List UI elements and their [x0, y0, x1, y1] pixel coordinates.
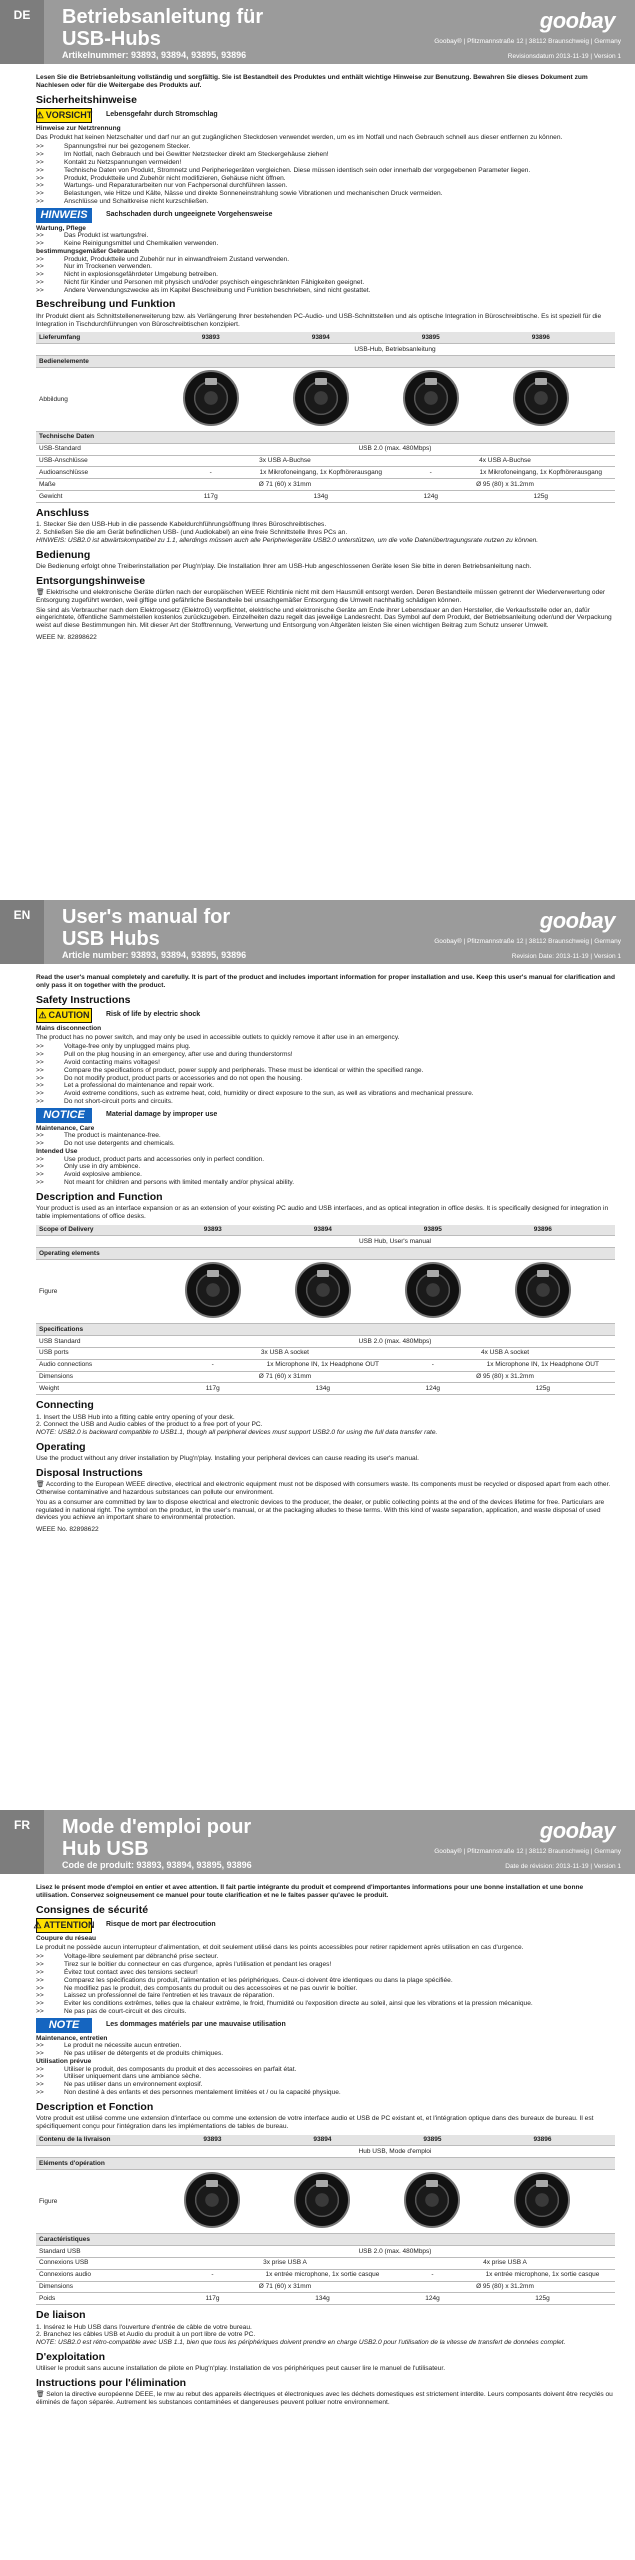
maintenance-heading: Maintenance, entretien: [36, 2034, 108, 2042]
article-number: Article number: 93893, 93894, 93895, 93896: [62, 950, 247, 960]
intro-text: Lisez le présent mode d'emploi en entier et avec attention. Il fait partie intégrante du produit et comprend d'importantes informations pour une bonne installation et une bonne utilisation. Conservez soigneusement ce manuel pour toute clarification et ne le faites passer qu'avec le produit.: [36, 1884, 584, 1899]
warning-triangle-icon: ⚠: [35, 110, 44, 121]
list-item: >> Use product, product parts and accessories only in perfect condition.: [36, 1155, 265, 1163]
list-item: >> Not meant for children and persons with limited mentally and/or physical ability.: [36, 1178, 295, 1186]
list-item: >> Ne pas utiliser de détergents et de produits chimiques.: [36, 2050, 224, 2058]
safety-heading: Sicherheitshinweise: [36, 93, 137, 106]
intended-use-heading: Utilisation prévue: [36, 2057, 92, 2065]
list-item: >> Produkt, Produktteile und Zubehör nur in einwandfreiem Zustand verwenden.: [36, 255, 290, 263]
table-row: Bedienelemente: [36, 356, 615, 368]
connect-step: 1. Insert the USB Hub into a fitting cable entry opening of your desk.: [36, 1413, 235, 1421]
list-item: >> Ne pas utiliser dans un environnement explosif.: [36, 2081, 203, 2089]
table-row: Gewicht 117g 134g 124g 125g: [36, 491, 615, 503]
description-text: Votre produit est utilisé comme une extension d'interface ou comme une extension de votre interface audio et USB de PC existant et, et l'intégration optique dans des bureaux de bureau. Il est spécifiquement conçu pour l'intégration dans les implémentations de tables de bureau.: [36, 2115, 594, 2130]
usb-hub-image: [294, 2172, 350, 2228]
weee-number: WEEE No. 82898622: [36, 1526, 99, 1534]
revision-date: Date de révision: 2013-11-19 | Version 1: [505, 1863, 621, 1870]
language-tab: DE: [0, 0, 44, 64]
safety-list: [36, 143, 615, 205]
caution-text: Risque de mort par électrocution: [106, 1921, 216, 1929]
connect-note: NOTE: USB2.0 est rétro-compatible avec USB 1.1, bien que tous les périphériques doivent prendre en charge USB2.0 pour l'utilisation de la vitesse de transfert de données complet.: [36, 2339, 566, 2347]
weee-number: WEEE Nr. 82898622: [36, 633, 97, 641]
operating-heading: Bedienung: [36, 548, 91, 561]
notice-badge: NOTE: [36, 2018, 92, 2033]
usb-hub-image: [514, 2172, 570, 2228]
caution-badge: ⚠ CAUTION: [36, 1008, 92, 1023]
table-row: USB-Anschlüsse 3x USB A-Buchse 4x USB A-Buchse: [36, 455, 615, 467]
disposal-heading: Entsorgungshinweise: [36, 574, 146, 587]
notice-row: [36, 208, 615, 223]
list-item: >> Utiliser le produit, des composants du produit et des accessoires en parfait état.: [36, 2065, 297, 2073]
usb-hub-image: [295, 1262, 351, 1318]
manual-section-de: [0, 0, 635, 900]
usb-hub-image: [403, 370, 459, 426]
spec-table: [36, 332, 615, 503]
maintenance-heading: Wartung, Pflege: [36, 224, 86, 232]
list-item: >> Pull on the plug housing in an emergency, after use and during thunderstorms!: [36, 1051, 293, 1059]
language-tab: FR: [0, 1810, 44, 1874]
table-row: Technische Daten: [36, 431, 615, 443]
list-item: >> Non destiné à des enfants et des personnes mentalement limitées et / ou la capacité physique.: [36, 2088, 341, 2096]
table-row: Hub USB, Mode d'emploi: [36, 2146, 615, 2158]
list-item: >> Laissez un professionnel de faire l'entretien et les travaux de réparation.: [36, 1992, 275, 2000]
caution-badge: ⚠ ATTENTION: [36, 1918, 92, 1933]
list-item: >> Spannungsfrei nur bei gezogenem Stecker.: [36, 143, 191, 151]
notice-badge: NOTICE: [36, 1108, 92, 1123]
table-row: Eléments d'opération: [36, 2158, 615, 2170]
description-heading: Description et Fonction: [36, 2100, 154, 2113]
brand-logo: goobay: [539, 1818, 615, 1843]
list-item: >> Nicht für Kinder und Personen mit physisch und/oder psychisch eingeschränkten Fähigkeiten geeignet.: [36, 278, 365, 286]
table-row: USB-Hub, Betriebsanleitung: [36, 344, 615, 356]
intro-text: Lesen Sie die Betriebsanleitung vollständig und sorgfältig. Sie ist Bestandteil des Produktes und enthält wichtige Hinweise zur Benutzung. Bewahren Sie dieses Dokument zum Nachlesen oder für die Weitergabe des Produkts auf.: [36, 74, 588, 89]
revision-date: Revisionsdatum 2013-11-19 | Version 1: [507, 53, 621, 60]
intended-use-heading: Intended Use: [36, 1147, 78, 1155]
table-row: USB Hub, User's manual: [36, 1236, 615, 1248]
list-item: >> Do not short-circuit ports and circuits.: [36, 1097, 173, 1105]
spec-table: [36, 2135, 615, 2306]
revision-date: Revision Date: 2013-11-19 | Version 1: [511, 953, 621, 960]
list-item: >> Technische Daten von Produkt, Stromnetz und Peripheriegeräten vergleichen. Diese müssen identisch sein oder innerhalb der vorgegebenen Parameter liegen.: [36, 166, 531, 174]
connect-step: 2. Connect the USB and Audio cables of the product to a free port of your PC.: [36, 1421, 263, 1429]
caution-text: Lebensgefahr durch Stromschlag: [106, 111, 218, 119]
header-band: [0, 900, 635, 964]
connecting-heading: Connecting: [36, 1399, 94, 1412]
list-item: >> Im Notfall, nach Gebrauch und bei Gewitter Netzstecker direkt am Steckergehäuse ziehen!: [36, 151, 329, 159]
mains-heading: Coupure du réseau: [36, 1934, 97, 1942]
list-item: >> Utiliser uniquement dans une ambiance sèche.: [36, 2073, 202, 2081]
spec-table: [36, 1225, 615, 1396]
disposal-heading: Disposal Instructions: [36, 1467, 143, 1479]
list-item: >> Only use in dry ambience.: [36, 1163, 141, 1171]
table-row: Contenu de la livraison 93893 93894 93895 93896: [36, 2135, 615, 2146]
notice-text: Material damage by improper use: [106, 1110, 218, 1118]
caution-text: Risk of life by electric shock: [106, 1011, 201, 1019]
intended-use-heading: bestimmungsgemäßer Gebrauch: [36, 247, 139, 255]
description-text: Your product is used as an interface expansion or as an extension of your existing PC audio and USB interfaces, and as optical integration in office desks. It is specifically designed for integration in table implementations of office desks.: [36, 1205, 609, 1220]
table-row: Lieferumfang 93893 93894 93895 93896: [36, 332, 615, 343]
table-row: Maße Ø 71 (60) x 31mm Ø 95 (80) x 31.2mm: [36, 479, 615, 491]
maintenance-heading: Maintenance, Care: [36, 1124, 95, 1132]
brand-logo: goobay: [539, 908, 615, 933]
description-heading: Beschreibung und Funktion: [36, 298, 176, 311]
disposal-text-2: Sie sind als Verbraucher nach dem Elektrogesetz (ElektroG) verpflichtet, elektrische und elektronische Geräte am Ende ihrer Lebensdauer an den Hersteller, die Verkaufsstelle oder an, dafür eingerichtete, öffentliche Sammelstellen kostenlos zurückzugeben. Einzelheiten dazu regelt das jeweilige Landesrecht. Das Symbol auf dem Produkt, der Betriebsanleitung oder/und der Verpackung weist auf diese Bestimmungen hin. Mit dieser Art der Stofftrennung, Verwertung und Entsorgung von Altgeräten leisten Sie einen wichtigen Beitrag zum Schutz unserer Umwelt.: [36, 606, 612, 630]
list-item: >> Voltage-free only by unplugged mains plug.: [36, 1043, 191, 1051]
description-text: Ihr Produkt dient als Schnittstellenerweiterung bzw. als Verlängerung Ihrer bestehenden PC-Audio- und USB-Schnittstellen und als optische Integration in Büroschreibtische. Es ist speziell für die Integration in Tischdurchführungen von Büroschreibtischen konzipiert.: [36, 312, 602, 328]
safety-list: [36, 1043, 615, 1105]
header-band: [0, 0, 635, 64]
disposal-heading: Instructions pour l'élimination: [36, 2377, 187, 2389]
recycle-bin-icon: 🗑: [36, 589, 47, 597]
table-row: Figure: [36, 2170, 615, 2234]
table-row: USB-Standard USB 2.0 (max. 480Mbps): [36, 443, 615, 455]
list-item: >> Wartungs- und Reparaturarbeiten nur von Fachpersonal durchführen lassen.: [36, 182, 288, 190]
caution-row: [36, 108, 615, 123]
operating-heading: Operating: [36, 1440, 86, 1453]
connect-step: 1. Stecker Sie den USB-Hub in die passende Kabeldurchführungsöffnung Ihres Büroschreibtisches.: [36, 521, 327, 529]
language-tab: EN: [0, 900, 44, 964]
list-item: >> Comparez les spécifications du produit, l'alimentation et les périphériques. Ceux-ci doivent être identiques ou dans la plage spécifiée.: [36, 1976, 453, 1984]
list-item: >> Do not use detergents and chemicals.: [36, 1140, 175, 1148]
list-item: >> Voltage-libre seulement par débranché prise secteur.: [36, 1953, 219, 1961]
usb-hub-image: [513, 370, 569, 426]
warning-triangle-icon: ⚠: [33, 1920, 42, 1931]
list-item: >> Évitez tout contact avec des tensions secteur!: [36, 1968, 198, 1976]
operating-text: Use the product without any driver installation by Plug'n'play. Installing your peripheral devices can cause reading its user's manual.: [36, 1455, 420, 1463]
list-item: >> Nicht in explosionsgefährdeter Umgebung betreiben.: [36, 271, 218, 279]
safety-heading: Safety Instructions: [36, 993, 131, 1006]
table-row: Connexions audio - 1x entrée microphone, 1x sortie casque - 1x entrée microphone, 1x sortie casque: [36, 2269, 615, 2281]
recycle-bin-icon: 🗑: [36, 1481, 46, 1489]
mains-text: Das Produkt hat keinen Netzschalter und darf nur an gut zugänglichen Steckdosen verwendet werden, um es im Notfall und nach Gebrauch schnell aus dieser entfernen zu können.: [36, 133, 563, 141]
connecting-heading: De liaison: [36, 2309, 86, 2322]
recycle-bin-icon: 🗑: [36, 2391, 47, 2399]
list-item: >> Ne modifiez pas le produit, des composants du produit ou des accessoires et ne pas ouvrir le boîtier.: [36, 1984, 358, 1992]
table-row: Weight 117g 134g 124g 125g: [36, 1383, 615, 1395]
table-row: Connexions USB 3x prise USB A 4x prise USB A: [36, 2257, 615, 2269]
caution-badge: ⚠ VORSICHT: [36, 108, 92, 123]
safety-list: [36, 1953, 615, 2015]
usb-hub-image: [293, 370, 349, 426]
notice-row: [36, 1108, 615, 1123]
manual-section-en: [0, 900, 635, 1810]
list-item: >> Le produit ne nécessite aucun entretien.: [36, 2042, 182, 2050]
list-item: >> Kontakt zu Netzspannungen vermeiden!: [36, 158, 182, 166]
table-row: Caractéristiques: [36, 2234, 615, 2246]
list-item: >> Do not modify product, product parts or accessories and do not open the housing.: [36, 1074, 303, 1082]
warning-triangle-icon: ⚠: [38, 1010, 47, 1021]
disposal-text: 🗑 Elektrische und elektronische Geräte dürfen nach der europäischen WEEE Richtlinie nicht mit dem Hausmüll entsorgt werden. Deren Bestandteile müssen getrennt der Wiederverwertung oder Entsorgung zugeführt werden, weil giftige und gefährliche Bestandteile bei unsachgemäßer Entsorgung die Umwelt nachhaltig schädigen können.: [36, 589, 606, 604]
table-row: Operating elements: [36, 1248, 615, 1260]
intro-text: Read the user's manual completely and carefully. It is part of the product and includes important information for proper installation and use. Keep this user's manual for clarification and only pass it on together with the product.: [36, 974, 615, 989]
list-item: >> Keine Reinigungsmittel und Chemikalien verwenden.: [36, 240, 219, 248]
usb-hub-image: [183, 370, 239, 426]
company-address: Goobay® | Pfitzmannstraße 12 | 38112 Braunschweig | Germany: [434, 1848, 621, 1855]
notice-text: Les dommages matériels par une mauvaise utilisation: [106, 2020, 286, 2028]
usb-hub-image: [404, 2172, 460, 2228]
list-item: >> Compare the specifications of product, power supply and peripherals. These must be identical or within the specified range.: [36, 1066, 424, 1074]
operating-heading: D'exploitation: [36, 2350, 105, 2363]
operating-text: Die Bedienung erfolgt ohne Treiberinstallation per Plug'n'play. Die Installation Ihrer am USB-Hub angeschlossenen Geräte lesen Sie bitte in deren Betriebsanleitung nach.: [36, 563, 532, 570]
list-item: >> Belastungen, wie Hitze und Kälte, Nässe und direkte Sonneneinstrahlung sowie Vibrationen und mechanischen Druck vermeiden.: [36, 190, 443, 198]
usb-hub-image: [185, 1262, 241, 1318]
article-number: Code de produit: 93893, 93894, 93895, 93896: [62, 1860, 252, 1870]
usb-hub-image: [405, 1262, 461, 1318]
list-item: >> Eviter les conditions extrêmes, telles que la chaleur extrême, le froid, l'humidité ou l'exposition directe au soleil, ainsi que les vibrations et la pression mécanique.: [36, 2000, 533, 2008]
company-address: Goobay® | Pfitzmannstraße 12 | 38112 Braunschweig | Germany: [434, 938, 621, 945]
document-title: User's manual for USB Hubs: [62, 906, 231, 950]
table-row: Figure: [36, 1260, 615, 1324]
connect-step: 2. Branchez les câbles USB et Audio du produit à un port libre de votre PC.: [36, 2331, 256, 2339]
mains-heading: Mains disconnection: [36, 1024, 102, 1032]
mains-heading: Hinweise zur Netztrennung: [36, 124, 121, 132]
disposal-text-2: You as a consumer are committed by law to dispose electrical and electronic devices to the producer, the dealer, or public collecting points at the end of the devices lifetime for free. Particulars are regulated in national right. The symbol on the product, in the user's manual, or at the packaging alludes to these terms. With this kind of waste separation, application, and waste disposal of used devices you achieve an important share to environmental protection.: [36, 1498, 605, 1522]
company-address: Goobay® | Pfitzmannstraße 12 | 38112 Braunschweig | Germany: [434, 38, 621, 45]
table-row: Dimensions Ø 71 (60) x 31mm Ø 95 (80) x 31.2mm: [36, 1371, 615, 1383]
mains-text: The product has no power switch, and may only be used in accessible outlets to quickly remove it after use in an emergency.: [36, 1033, 400, 1041]
notice-text: Sachschaden durch ungeeignete Vorgehensweise: [106, 210, 273, 218]
manual-section-fr: [0, 1810, 635, 2560]
connect-step: 2. Schließen Sie die am Gerät befindlichen USB- (und Audiokabel) an eine freie Schnittstelle Ihres PCs an.: [36, 529, 348, 537]
table-row: USB ports 3x USB A socket 4x USB A socket: [36, 1347, 615, 1359]
table-row: Scope of Delivery 93893 93894 93895 93896: [36, 1225, 615, 1236]
notice-row: [36, 2018, 615, 2033]
list-item: >> Das Produkt ist wartungsfrei.: [36, 232, 149, 240]
list-item: >> Avoid contacting mains voltages!: [36, 1058, 160, 1066]
connect-step: 1. Insérez le Hub USB dans l'ouverture d'entrée de câble de votre bureau.: [36, 2323, 252, 2331]
table-row: Audio connections - 1x Microphone IN, 1x Headphone OUT - 1x Microphone IN, 1x Headphone OUT: [36, 1359, 615, 1371]
safety-heading: Consignes de sécurité: [36, 1903, 149, 1916]
table-row: Audioanschlüsse - 1x Mikrofoneingang, 1x Kopfhörerausgang - 1x Mikrofoneingang, 1x Kopfhörerausgang: [36, 467, 615, 479]
connect-note: HINWEIS: USB2.0 ist abwärtskompatibel zu 1.1, allerdings müssen auch alle Peripheriegeräte USB2.0 unterstützen, um die volle Datenübertragungsrate nutzen zu können.: [36, 536, 539, 544]
list-item: >> Avoid explosive ambience.: [36, 1171, 142, 1179]
usb-hub-image: [184, 2172, 240, 2228]
list-item: >> The product is maintenance-free.: [36, 1132, 161, 1140]
table-row: Standard USB USB 2.0 (max. 480Mbps): [36, 2245, 615, 2257]
list-item: >> Ne pas pas de court-circuit et des circuits.: [36, 2007, 187, 2015]
list-item: >> Andere Verwendungszwecke als im Kapitel Beschreibung und Funktion beschrieben, sind nicht gestattet.: [36, 286, 371, 294]
caution-row: [36, 1008, 615, 1023]
header-band: [0, 1810, 635, 1874]
brand-logo: goobay: [539, 8, 615, 33]
caution-row: [33, 1918, 615, 1933]
table-row: Abbildung: [36, 367, 615, 431]
connect-note: NOTE: USB2.0 is backward compatible to USB1.1, though all peripheral devices must support USB2.0 for using the full data transfer rate.: [36, 1429, 438, 1437]
operating-text: Utiliser le produit sans aucune installation de pilote en Plug'n'play. Installation de vos périphériques peut causer lire le manuel de l'utilisateur.: [36, 2365, 446, 2373]
disposal-text: 🗑 According to the European WEEE directive, electrical and electronic equipment must not be disposed with consumers waste. Its components must be recycled or disposed apart from each other. Otherwise contaminative and hazardous substances can pollute our environment.: [36, 1481, 611, 1497]
notice-badge: HINWEIS: [36, 208, 92, 223]
list-item: >> Avoid extreme conditions, such as extreme heat, cold, humidity or direct exposure to the sun, as well as vibrations and mechanical pressure.: [36, 1090, 474, 1098]
mains-text: Le produit ne possède aucun interrupteur d'alimentation, et doit seulement utilisé dans les points accessibles pour retirer rapidement après utilisation en cas d'urgence.: [36, 1943, 524, 1951]
document-title: Mode d'emploi pour Hub USB: [62, 1816, 252, 1860]
list-item: >> Nur im Trockenen verwenden.: [36, 263, 152, 271]
table-row: Dimensions Ø 71 (60) x 31mm Ø 95 (80) x 31.2mm: [36, 2281, 615, 2293]
table-row: Specifications: [36, 1324, 615, 1336]
description-heading: Description and Function: [36, 1190, 163, 1203]
document-title: Betriebsanleitung für USB-Hubs: [62, 6, 264, 50]
list-item: >> Anschlüsse und Schaltkreise nicht kurzschließen.: [36, 197, 209, 205]
list-item: >> Tirez sur le boîtier du connecteur en cas d'urgence, après l'utilisation et pendant les orages!: [36, 1961, 332, 1969]
list-item: >> Produkt, Produktteile und Zubehör nicht modifizieren, Gehäuse nicht öffnen.: [36, 174, 286, 182]
table-row: Poids 117g 134g 124g 125g: [36, 2293, 615, 2305]
list-item: >> Let a professional do maintenance and repair work.: [36, 1082, 214, 1090]
usb-hub-image: [515, 1262, 571, 1318]
connecting-heading: Anschluss: [36, 506, 90, 519]
article-number: Artikelnummer: 93893, 93894, 93895, 93896: [62, 50, 247, 60]
disposal-text: 🗑 Selon la directive européenne DEEE, le rnw au rebut des appareils électriques et électroniques avec les déchets domestiques est strictement interdite. Leurs composants doivent être recyclés ou éliminés de façon séparée. Autrement les substances contaminées et dangereuses peuvent polluer notre environnement.: [36, 2391, 613, 2407]
table-row: USB Standard USB 2.0 (max. 480Mbps): [36, 1335, 615, 1347]
